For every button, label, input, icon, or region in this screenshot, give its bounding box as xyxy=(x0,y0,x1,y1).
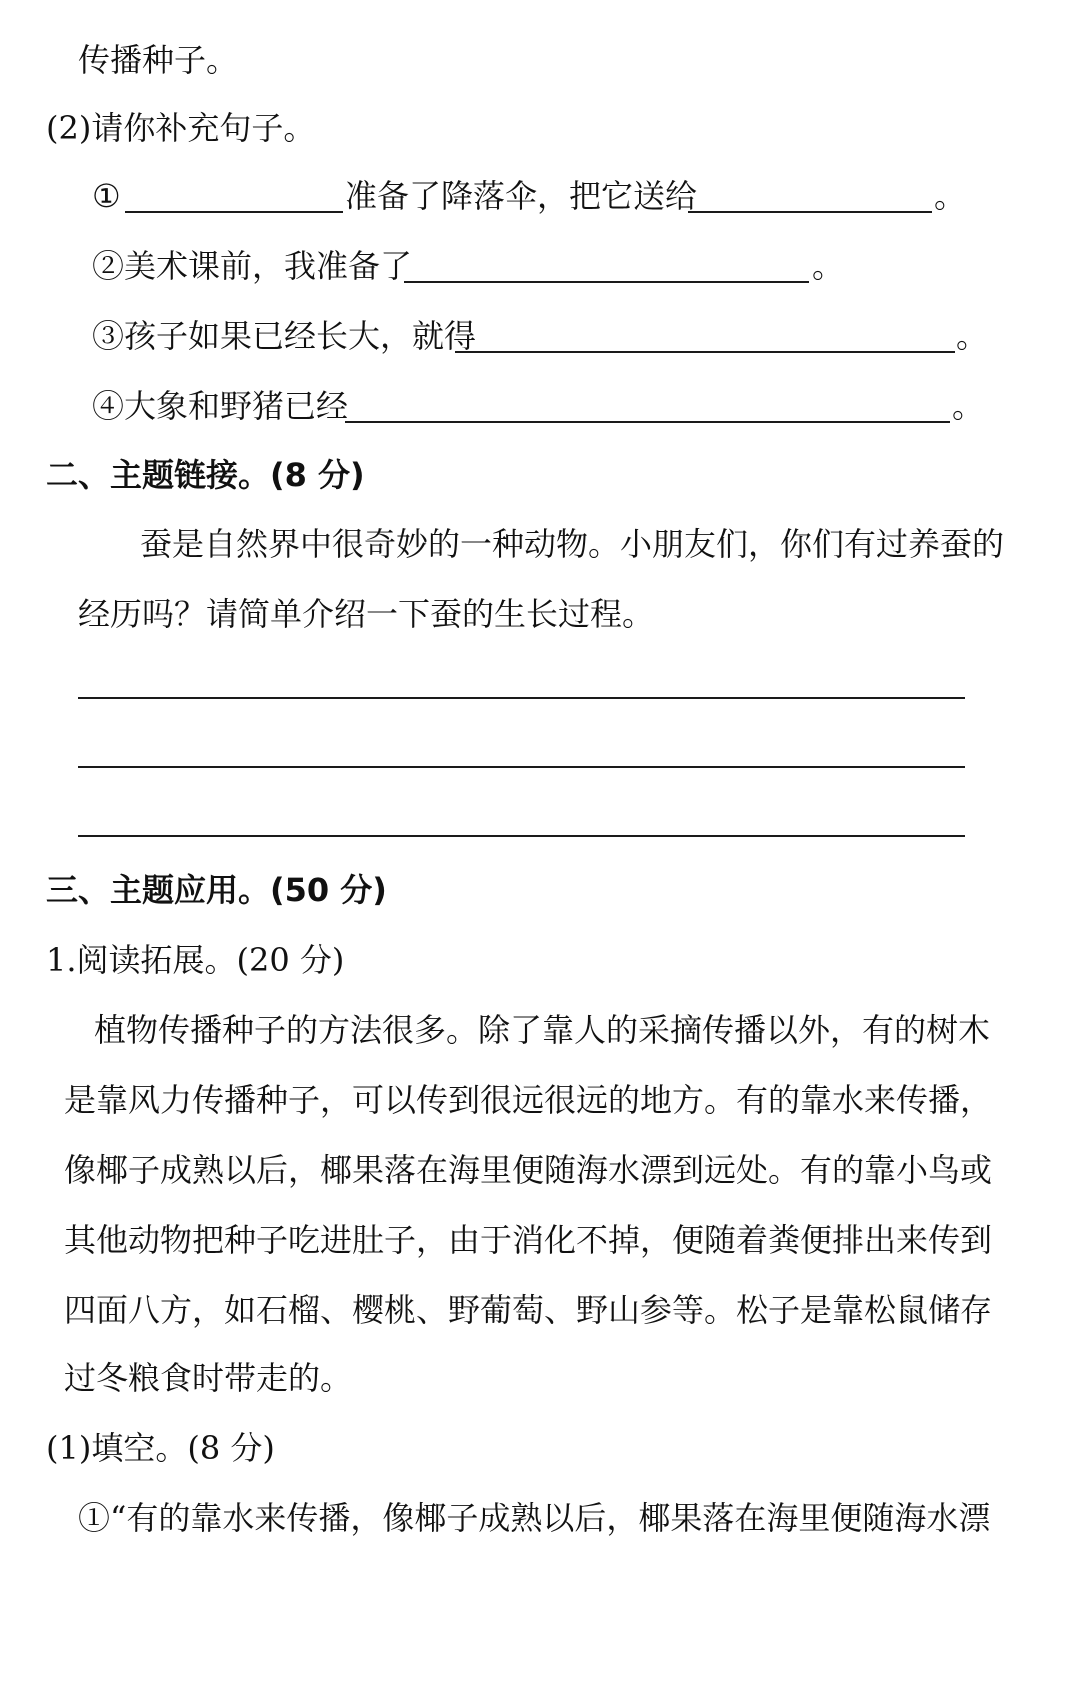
question-heading: (1)填空。(8 分) xyxy=(46,1429,275,1467)
sentence-text: ③孩子如果已经长大，就得 xyxy=(92,317,477,355)
reading-line: 像椰子成熟以后，椰果落在海里便随海水漂到远处。有的靠小鸟或 xyxy=(64,1151,993,1189)
fill-blank[interactable] xyxy=(404,281,809,283)
sentence-text: 准备了降落伞，把它送给 xyxy=(345,177,698,215)
sentence-end: 。 xyxy=(952,387,985,425)
reading-line: 植物传播种子的方法很多。除了靠人的采摘传播以外，有的树木 xyxy=(94,1011,991,1049)
fill-blank[interactable] xyxy=(345,421,950,423)
sentence-end: 。 xyxy=(934,177,967,215)
sentence-text: ④大象和野猪已经 xyxy=(92,387,349,425)
paragraph-line: 蚕是自然界中很奇妙的一种动物。小朋友们，你们有过养蚕的 xyxy=(140,525,1005,563)
fill-blank[interactable] xyxy=(688,211,932,213)
reading-line: 其他动物把种子吃进肚子，由于消化不掉，便随着粪便排出来传到 xyxy=(64,1221,993,1259)
section-heading: 三、主题应用。(50 分) xyxy=(46,871,387,909)
question-text: ①“有的靠水来传播，像椰子成熟以后，椰果落在海里便随海水漂 xyxy=(78,1499,991,1537)
reading-line: 过冬粮食时带走的。 xyxy=(64,1359,353,1397)
answer-line[interactable] xyxy=(78,697,965,699)
fill-blank[interactable] xyxy=(455,351,955,353)
question-heading: (2)请你补充句子。 xyxy=(46,109,316,147)
section-heading: 二、主题链接。(8 分) xyxy=(46,456,365,494)
answer-line[interactable] xyxy=(78,835,965,837)
sentence-end: 。 xyxy=(956,317,989,355)
item-number: ① xyxy=(92,177,121,215)
answer-line[interactable] xyxy=(78,766,965,768)
text-line: 传播种子。 xyxy=(78,41,239,79)
question-heading: 1.阅读拓展。(20 分) xyxy=(46,941,345,979)
paragraph-line: 经历吗？请简单介绍一下蚕的生长过程。 xyxy=(78,595,655,633)
reading-line: 四面八方，如石榴、樱桃、野葡萄、野山参等。松子是靠松鼠储存 xyxy=(64,1291,993,1329)
sentence-text: ②美术课前，我准备了 xyxy=(92,247,413,285)
reading-line: 是靠风力传播种子，可以传到很远很远的地方。有的靠水来传播， xyxy=(64,1081,993,1119)
fill-blank[interactable] xyxy=(125,211,343,213)
sentence-end: 。 xyxy=(812,247,845,285)
